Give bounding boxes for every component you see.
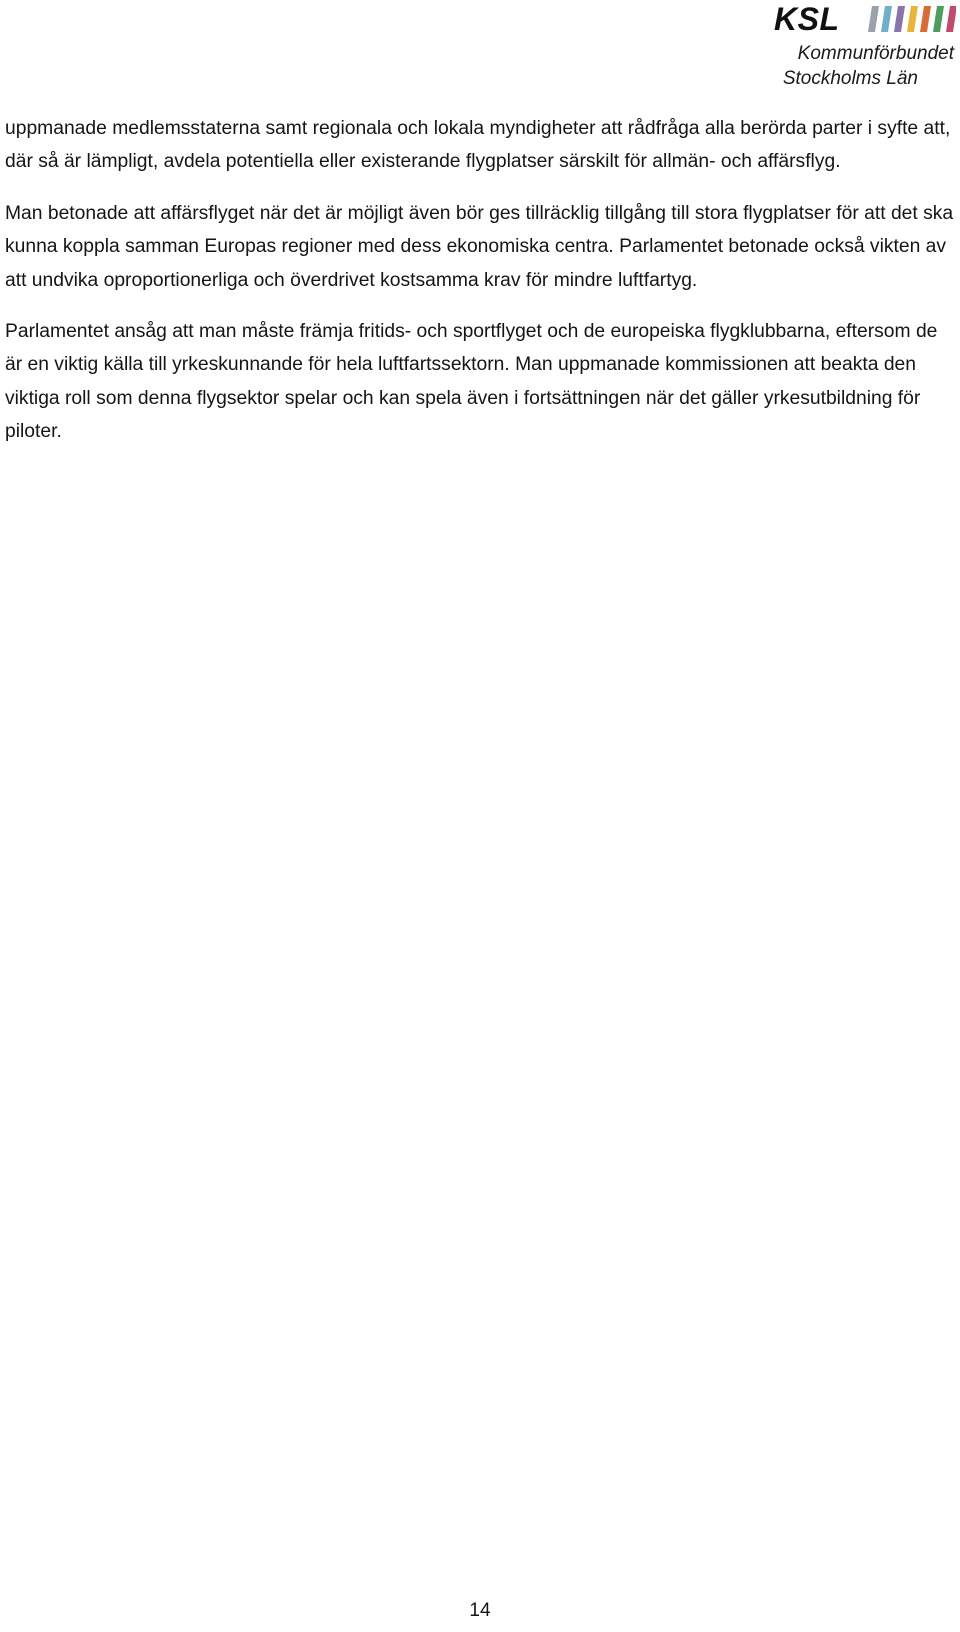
page-number: 14 [469,1600,491,1621]
paragraph: uppmanade medlemsstaterna samt regionala och lokala myndigheter att rådfråga alla berörda parter i syfte att, där så är lämpligt, avdela potentiella eller existerande flygplatser särskilt för allmän- och affärsflyg. [5,118,951,173]
logo-stripe [933,6,944,32]
logo-stripe [907,6,918,32]
logo-stripe [946,6,956,32]
document-body [5,112,955,449]
logo-stripe [894,6,905,32]
ksl-logo [762,2,958,90]
logo-line-kommunforbundet: Kommunförbundet [797,43,954,64]
logo-line-stockholms-lan: Stockholms Län [782,68,918,89]
paragraph: Parlamentet ansåg att man måste främja fritids- och sportflyget och de europeiska flygklubbarna, eftersom de är en viktig källa till yrkeskunnande för hela luftfartssektorn. Man uppmanade kommissionen att beakta den viktiga roll som denna flygsektor spelar och kan spela även i fortsättningen när det gäller yrkesutbildning för piloter. [5,321,938,443]
logo-stripe [920,6,931,32]
paragraph: Man betonade att affärsflyget när det är möjligt även bör ges tillräcklig tillgång till stora flygplatser för att det ska kunna koppla samman Europas regioner med dess ekonomiska centra. Parlamentet betonade också vikten av att undvika oproportionerliga och överdrivet kostsamma krav för mindre luftfartyg. [5,202,954,291]
logo-stripe [868,6,879,32]
logo-stripe [881,6,892,32]
logo-stripes-icon [864,6,956,32]
logo-ksl-text: KSL [774,1,840,37]
